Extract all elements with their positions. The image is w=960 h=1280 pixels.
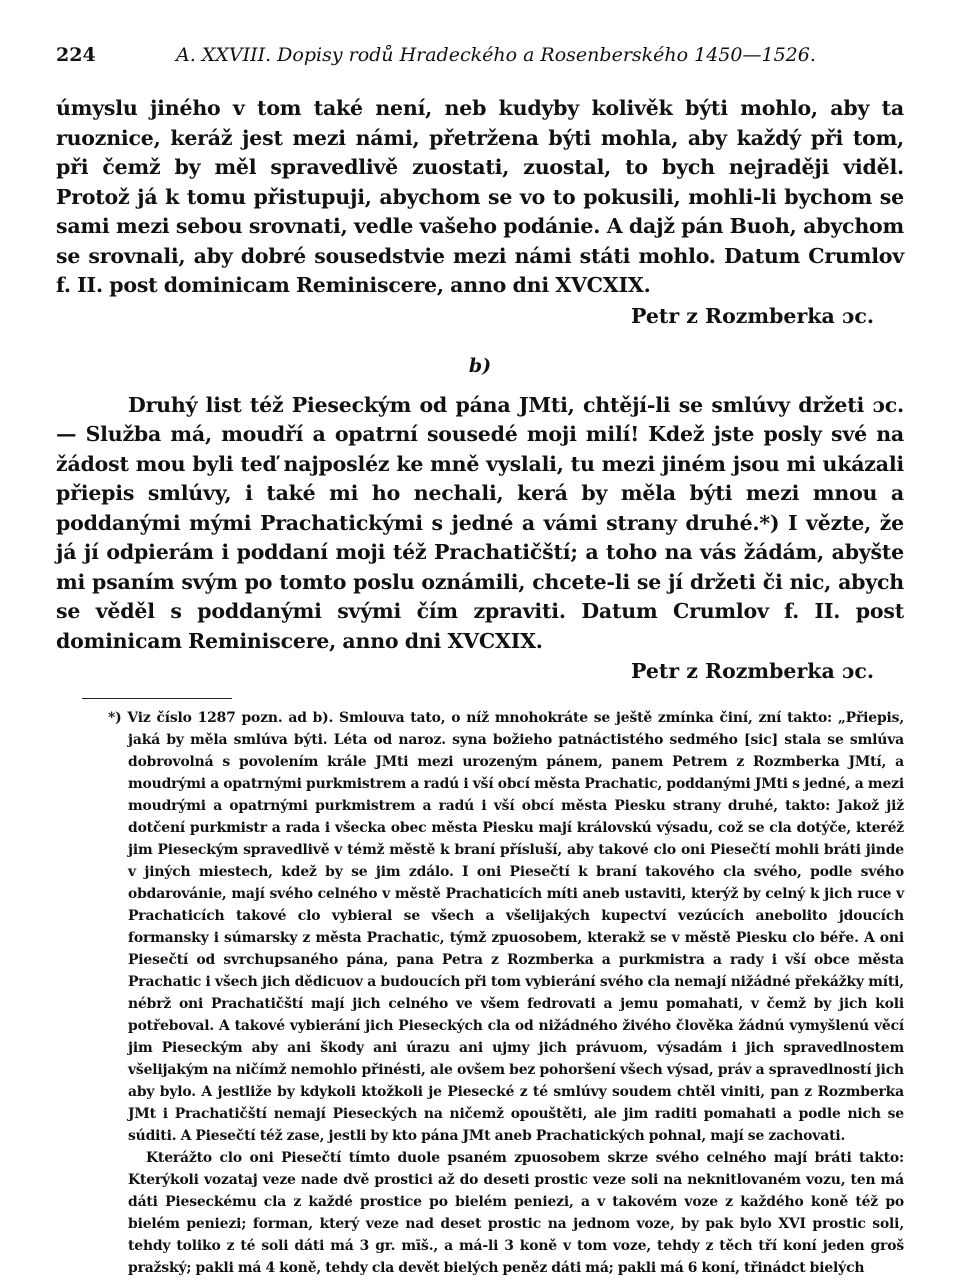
letter-a-signature: Petr z Rozmberka ɔc. (630, 303, 874, 328)
footnote-paragraph-1 (56, 707, 904, 1147)
letter-b (56, 391, 904, 687)
running-title: A. XXVIII. Dopisy rodů Hradeckého a Rosenberského 1450—1526. (176, 44, 816, 66)
footnotes (56, 707, 904, 1279)
letter-b-signature: Petr z Rozmberka ɔc. (630, 659, 874, 683)
running-header (56, 44, 904, 72)
footnote-marker: *) (108, 710, 122, 726)
letter-a-continuation (56, 94, 904, 331)
footnote-divider (82, 698, 232, 699)
page-number: 224 (56, 44, 96, 66)
letter-b-text: Druhý list též Pieseckým od pána JMti, chtějí-li se smlúvy držeti ɔc. — Služba má, moudří a opatrní sousedé moji milí! Kdež jste posly své na žádost mou byli teď najposléz ke mně vyslali, tu mezi jiném jsou mi ukázali přiepis smlúvy, i také mi ho nechali, kerá by měla býti mezi mnou a poddanými mými Prachatickými s jedné a vámi strany druhé.*) I vězte, že já jí odpierám i poddaní moji též Prachatičští; a toho na vás žádám, abyšte mi psaním svým po tomto poslu oznámili, chcete-li se jí držeti či nic, abych se věděl s poddanými svými čím zpraviti. Datum Crumlov f. II. post dominicam Reminiscere, anno dni XVCXIX. (56, 392, 904, 653)
section-label-b: b) (468, 354, 492, 377)
footnote-paragraph-2: Kterážto clo oni Piesečtí tímto duole psaném zpuosobem skrze svého celného mají bráti takto: Kterýkoli vozataj veze nade dvě prostici až do deseti prostic veze soli na neknitlovaném vozu, ten má dáti Pieseckému cla z každé prostice po bielém peniezi, a v takovém voze z každého koně též po bielém peniezi; forman, který veze nad deset prostic na jednom voze, by pak bylo XVI prostic soli, tehdy toliko z té soli dáti má 3 gr. mīš., a má-li 3 koně v tom voze, tehdy z těch tří koní jeden groš pražský; pakli má 4 koně, tehdy cla devět bielých peněz dáti má; pakli má 6 koní, třinádct bielých (128, 1150, 904, 1276)
letter-a-text: úmyslu jiného v tom také není, neb kudyby kolivěk býti mohlo, aby ta ruoznice, keráž jest mezi námi, přetržena býti mohla, aby každý při tom, při čemž by měl spravedlivě zuostati, zuostal, to bych nejraději viděl. Protož já k tomu přistupuji, abychom se vo to pokusili, mohli-li bychom se sami mezi sebou srovnati, vedle vašeho podánie. A dajž pán Buoh, abychom se srovnali, aby dobré sousedstvie mezi námi státi mohlo. Datum Crumlov f. II. post dominicam Reminiscere, anno dni XVCXIX. (56, 96, 904, 297)
footnote-text-1: Viz číslo 1287 pozn. ad b). Smlouva tato, o níž mnohokráte se ještě zmínka činí, zní takto: „Přiepis, jaká by měla smlúva býti. Léta od naroz. syna božieho patnáctistého sedmého [sic] stala se smlúva dobrovolná s povolením krále JMti mezi urozeným pánem, panem Petrem z Rozmberka JMtí, a moudrými a opatrnými purkmistrem a radú i vší obcí města Prachatic, poddanými JMti s jedné, a mezi moudrými a opatrnými purkmistrem a radú i vší obcí města Piesku strany druhé, takto: Jakož již dotčení purkmistr a rada i všecka obec města Piesku mají královskú výsadu, což se cla dotýče, kteréž jim Pieseckým spravedlivě v témž městě k braní přísluší, aby takové clo oni Piesečtí mohli bráti jinde v jiných miestech, kdež by se jim zdálo. I oni Piesečtí k braní takového cla svého, podle svého obdarovánie, mají svého celného v městě Prachaticích míti aneb ustaviti, kterýž by celný k jich ruce v Prachaticích takové clo vybieral se všech a všelijakých kupectví vezúcích anebolito jdoucích formansky i súmarsky z města Prachatic, týmž zpuosobem, kterakž se v městě Piesku clo béře. A oni Piesečtí od svrchupsaného pána, pana Petra z Rozmberka a purkmistra a rady i vší obce města Prachatic i všech jich dědicuov a budoucích při tom vybierání svého cla nemají nižádné překážky míti, nébrž oni Prachatičští mají jich celného ve všem fedrovati a jemu pomahati, v čemž by jich koli potřeboval. A takové vybierání jich Pieseckých cla od nižádného živého člověka žádnú vymyšlenú věcí jim Pieseckým aby ani škody ani úrazu ani ujmy jich právuom, výsadám i jich spravedlnostem všelijakým na ničímž nemohlo přinésti, ale ovšem bez pohoršení všech výsad, práv a spravedlností jich aby bylo. A jestliže by kdykoli ktožkoli je Piesecké z té smlúvy soudem chtěl viniti, pan z Rozmberka JMt i Prachatičští nemají Pieseckých na ničemž opouštěti, ale jim raditi pomahati a podle nich se súditi. A Piesečtí též zase, jestli by kto pána JMt aneb Prachatických pohnal, mají se zachovati. (127, 710, 905, 1144)
